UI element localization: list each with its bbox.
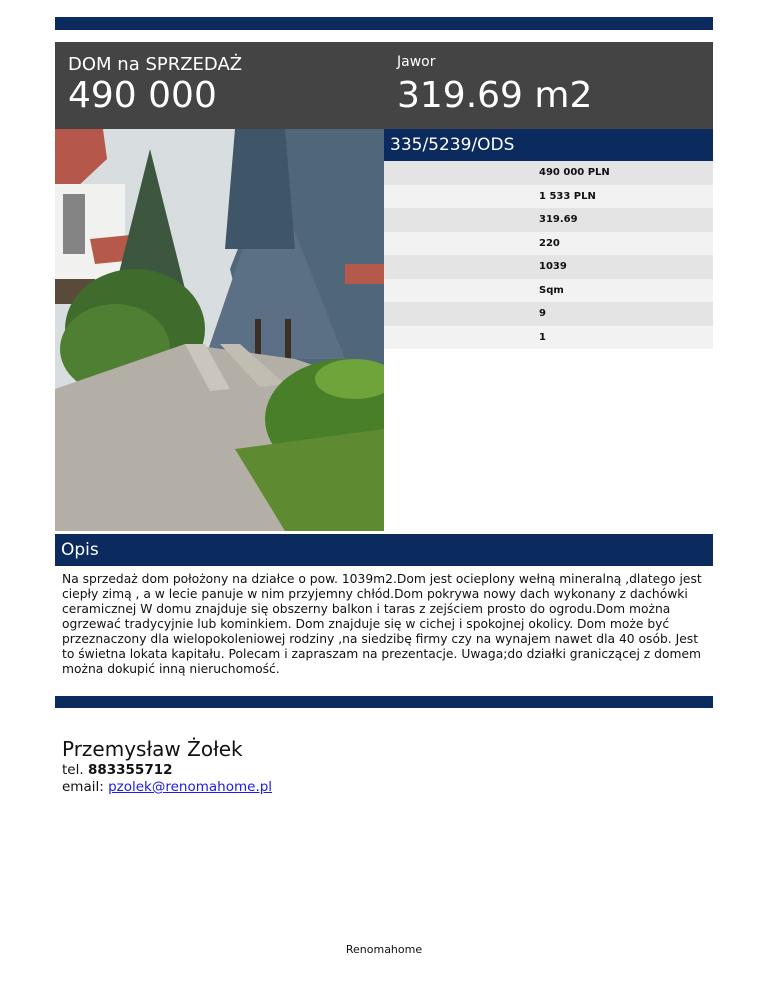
reference-number: 335/5239/ODS [384,129,713,161]
detail-value-7: 9 [384,302,713,326]
detail-unit: Sqm [384,279,713,303]
detail-value-4: 220 [384,232,713,256]
detail-plot-area: 1039 [384,255,713,279]
footer-brand: Renomahome [345,943,423,956]
agent-email-line [62,779,702,796]
location: Jawor [397,54,436,70]
phone-number: 883355712 [87,762,173,778]
listing-header [55,42,713,129]
detail-price-per-m2: 1 533 PLN [384,185,713,209]
top-divider-bar [55,17,713,30]
agent-name: Przemysław Żołek [62,737,243,761]
detail-price: 490 000 PLN [384,161,713,185]
agent-phone-line [62,762,702,779]
bottom-divider-bar [55,696,713,708]
detail-value-8: 1 [384,326,713,350]
phone-label: tel. [62,762,84,778]
description-heading: Opis [55,534,713,566]
property-photo [55,129,384,531]
price: 490 000 [68,75,217,116]
detail-area: 319.69 [384,208,713,232]
agent-contact [62,736,702,796]
email-label: email: [62,779,104,795]
offer-type: DOM na SPRZEDAŻ [68,54,243,75]
details-table [384,161,713,349]
email-link[interactable]: pzolek@renomahome.pl [108,779,273,795]
description-text: Na sprzedaż dom położony na działce o pow. 1039m2.Dom jest ocieplony wełną mineralną ,dlatego jest ciepły zimą , a w lecie panuje w nim przyjemny chłód.Dom pokrywa nowy dach wykonany z dachówki ceramicznej W domu znajduje się obszerny balkon i taras z zejściem prosto do ogrodu.Dom można ogrzewać tradycyjnie lub kominkiem. Dom znajduje się w cichej i spokojnej okolicy. Dom może być przeznaczony dla wielopokoleniowej rodziny ,na siedzibę firmy czy na wynajem nawet dla 40 osób. Jest to świetna lokata kapitału. Polecam i zapraszam na prezentacje. Uwaga;do działki graniczącej z domem można dokupić inną nieruchomość. [62,572,702,676]
area: 319.69 m2 [397,75,593,116]
